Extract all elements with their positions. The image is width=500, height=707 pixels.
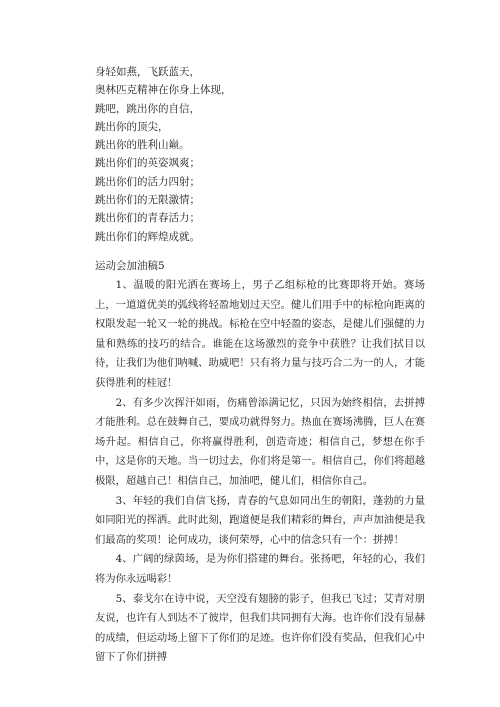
body-text <box>95 276 425 668</box>
paragraph: 1、温暖的阳光洒在赛场上，男子乙组标枪的比赛即将开始。赛场上，一道道优美的弧线将轻盈地划过天空。健儿们用手中的标枪向距离的权限发起一轮又一轮的挑战。标枪在空中轻盈的姿态，是健儿们强健的力量和熟练的技巧的结合。谁能在这场激烈的竞争中获胜？让我们拭目以待，让我们为他们呐喊、助威吧！只有将力量与技巧合二为一的人，才能获得胜利的桂冠！ <box>95 279 425 389</box>
verse-line: 身轻如燕，飞跃蓝天， <box>95 66 200 78</box>
verse-line: 奥林匹克精神在你身上体现， <box>95 84 232 97</box>
poem-verse <box>95 63 415 246</box>
paragraph: 4、广阔的绿茵场，是为你们搭建的舞台。张扬吧，年轻的心，我们将为你永远喝彩！ <box>95 553 425 585</box>
paragraph: 5、泰戈尔在诗中说，天空没有翅膀的影子，但我已飞过；艾青对朋友说，也许有人到达不了彼岸，但我们共同拥有大海。也许你们没有显赫的成绩，但运动场上留下了你们的足迹。也许你们没有奖品，但我们心中留下了你们拼搏 <box>95 592 425 664</box>
section-heading: 运动会加油稿5 <box>95 260 165 272</box>
paragraph: 2、有多少次挥汗如雨，伤痛曾添满记忆，只因为始终相信，去拼搏才能胜利。总在鼓舞自己，要成功就得努力。热血在赛场沸腾，巨人在赛场升起。相信自己，你将赢得胜利，创造奇迹；相信自己，梦想在你手中，这是你的天地。当一切过去，你们将是第一。相信自己，你们将超越极限，超越自己！相信自己，加油吧，健儿们，相信你自己。 <box>95 396 425 487</box>
verse-line: 跳出你的胜利山巅。 <box>95 139 190 152</box>
verse-line: 跳出你们的活力四射； <box>95 175 200 188</box>
verse-line: 跳出你们的英姿飒爽； <box>95 157 200 170</box>
verse-line: 跳出你们的辉煌成就。 <box>95 230 200 243</box>
verse-line: 跳出你们的无限激情； <box>95 194 200 207</box>
paragraph: 3、年轻的我们自信飞扬，青春的气息如同出生的朝阳，蓬勃的力量如同阳光的挥洒。此时此刻，跑道便是我们精彩的舞台，声声加油便是我们最高的奖项！论何成功，谈何荣辱，心中的信念只有一个：拼搏！ <box>95 494 425 546</box>
verse-line: 跳出你们的青春活力； <box>95 212 200 225</box>
verse-line: 跳吧，跳出你的自信， <box>95 102 200 115</box>
verse-line: 跳出你的顶尖， <box>95 120 169 133</box>
